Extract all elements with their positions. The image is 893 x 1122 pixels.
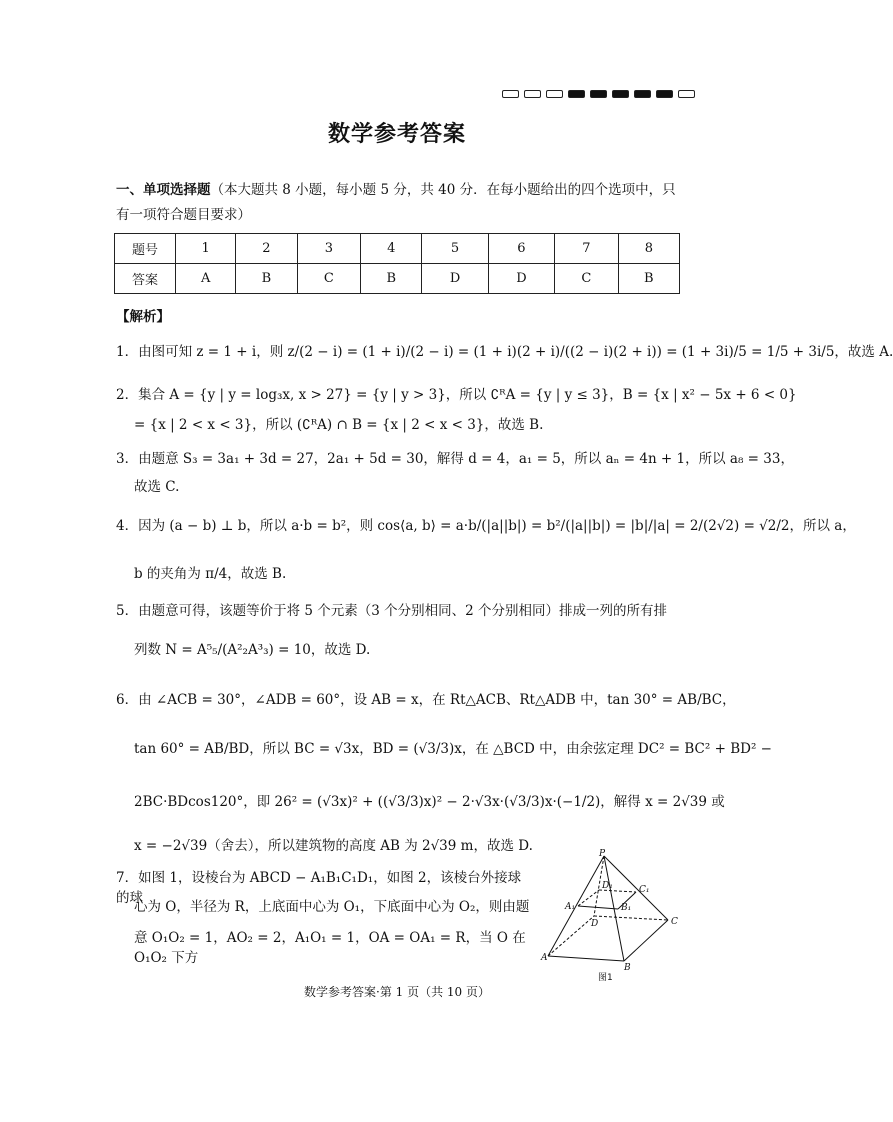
header-mark <box>656 90 673 98</box>
solution-line: 4．因为 (a − b) ⊥ b，所以 a·b = b²，则 cos⟨a, b⟩ = a·b/(|a||b|) = b²/(|a||b|) = |b|/|a| = 2/(2√2) = √2/2，所以 a， <box>116 518 856 534</box>
edge-line <box>594 916 668 920</box>
row-label: 题号 <box>115 234 176 264</box>
answer-cell: C <box>555 264 619 294</box>
edge-line <box>604 856 668 920</box>
header-mark <box>612 90 629 98</box>
solution-line: b 的夹角为 π/4，故选 B. <box>134 566 287 582</box>
table-row <box>115 264 680 294</box>
solution-line: 1．由图可知 z = 1 + i，则 z/(2 − i) = (1 + i)/(2 − i) = (1 + i)(2 + i)/((2 − i)(2 + i)) = (1 + 3i)/5 = 1/5 + 3i/5，故选 A. <box>116 344 893 360</box>
table-row <box>115 234 680 264</box>
answer-cell: D <box>422 264 488 294</box>
solution-line: 7．如图 1，设棱台为 ABCD − A₁B₁C₁D₁，如图 2，该棱台外接球的球 <box>116 870 522 906</box>
header-mark <box>568 90 585 98</box>
row-label: 答案 <box>115 264 176 294</box>
frustum-figure <box>538 848 688 983</box>
figure-caption: 图1 <box>598 973 613 983</box>
vertex-label: A₁ <box>565 902 576 912</box>
solution-line: tan 60° = AB/BD，所以 BC = √3x，BD = (√3/3)x，在 △BCD 中，由余弦定理 DC² = BC² + BD² − <box>134 741 772 757</box>
question-number: 2 <box>236 234 297 264</box>
answer-table <box>114 233 680 294</box>
answer-cell: C <box>297 264 361 294</box>
edge-line <box>578 890 599 906</box>
solution-line: = {x | 2 < x < 3}，所以 (∁ᴿA) ∩ B = {x | 2 < x < 3}，故选 B. <box>134 417 544 433</box>
section-description-2: 有一项符合题目要求） <box>116 207 251 223</box>
page-title: 数学参考答案 <box>327 122 466 147</box>
vertex-label: C <box>671 917 678 927</box>
answer-cell: A <box>176 264 236 294</box>
question-number: 1 <box>176 234 236 264</box>
solution-line: 列数 N = A⁵₅/(A²₂A³₃) = 10，故选 D. <box>134 642 371 658</box>
question-number: 7 <box>555 234 619 264</box>
question-number: 3 <box>297 234 361 264</box>
vertex-label: D <box>591 919 599 929</box>
solution-line: 2BC·BDcos120°，即 26² = (√3x)² + ((√3/3)x)² − 2·√3x·(√3/3)x·(−1/2)，解得 x = 2√39 或 <box>134 794 725 810</box>
vertex-label: C₁ <box>639 885 650 895</box>
edge-line <box>548 916 594 956</box>
solution-line: 意 O₁O₂ = 1，AO₂ = 2，A₁O₁ = 1，OA = OA₁ = R，当 O 在 O₁O₂ 下方 <box>134 930 526 966</box>
question-number: 6 <box>488 234 554 264</box>
analysis-label: 【解析】 <box>116 309 170 325</box>
edge-line <box>578 906 618 909</box>
solution-line: 2．集合 A = {y | y = log₃x, x > 27} = {y | y > 3}，所以 ∁ᴿA = {y | y ≤ 3}，B = {x | x² − 5x + 6 < 0} <box>116 387 797 403</box>
answer-cell: D <box>488 264 554 294</box>
section-heading <box>116 178 682 228</box>
header-marks <box>502 90 695 98</box>
solution-line: 3．由题意 S₃ = 3a₁ + 3d = 27，2a₁ + 5d = 30，解得 d = 4，a₁ = 5，所以 aₙ = 4n + 1，所以 a₈ = 33， <box>116 451 794 467</box>
solution-line: 故选 C. <box>134 479 180 495</box>
header-mark <box>590 90 607 98</box>
question-number: 5 <box>422 234 488 264</box>
edge-line <box>548 956 624 961</box>
header-mark <box>634 90 651 98</box>
header-mark <box>502 90 519 98</box>
solution-line: 5．由题意可得，该题等价于将 5 个元素（3 个分别相同、2 个分别相同）排成一列的所有排 <box>116 603 668 619</box>
page-footer: 数学参考答案·第 1 页（共 10 页） <box>304 985 490 999</box>
section-description-1: （本大题共 8 小题，每小题 5 分，共 40 分．在每小题给出的四个选项中，只 <box>210 182 676 198</box>
edge-line <box>624 920 668 961</box>
question-number: 8 <box>618 234 679 264</box>
vertex-label: P <box>599 849 606 859</box>
question-number: 4 <box>361 234 422 264</box>
answer-cell: B <box>236 264 297 294</box>
header-mark <box>678 90 695 98</box>
vertex-label: D₁ <box>602 881 613 891</box>
vertex-label: A <box>541 953 548 963</box>
answer-cell: B <box>361 264 422 294</box>
header-mark <box>524 90 541 98</box>
vertex-label: B <box>624 963 631 973</box>
answer-cell: B <box>618 264 679 294</box>
solution-line: x = −2√39（舍去），所以建筑物的高度 AB 为 2√39 m，故选 D. <box>134 838 533 854</box>
solution-line: 6．由 ∠ACB = 30°，∠ADB = 60°，设 AB = x，在 Rt△ACB、Rt△ADB 中，tan 30° = AB/BC， <box>116 692 736 708</box>
header-mark <box>546 90 563 98</box>
section-heading-label: 一、单项选择题 <box>116 182 211 198</box>
vertex-label: B₁ <box>621 903 632 913</box>
solution-line: 心为 O，半径为 R，上底面中心为 O₁，下底面中心为 O₂，则由题 <box>134 899 530 915</box>
